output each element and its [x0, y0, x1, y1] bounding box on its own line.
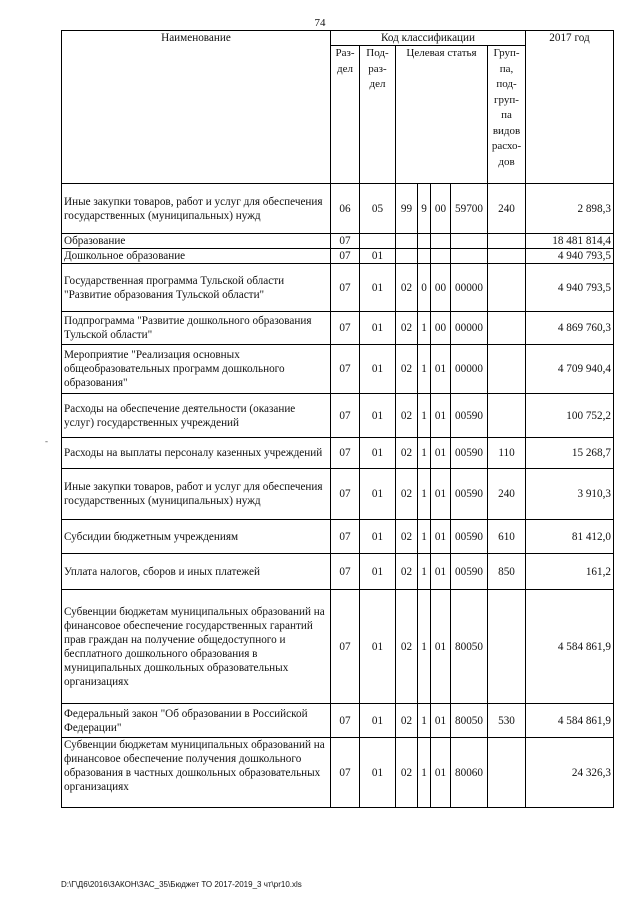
header-year: 2017 год [526, 31, 614, 184]
header-section: Раз-дел [331, 46, 360, 184]
row-target-program: 02 [396, 469, 418, 520]
table-row [62, 520, 614, 554]
row-name: Образование [62, 234, 331, 249]
row-target-program: 02 [396, 438, 418, 469]
row-target-event: 01 [431, 738, 451, 808]
table-row [62, 704, 614, 738]
row-target-direction: 00000 [451, 345, 488, 394]
row-target-subprogram [418, 234, 431, 249]
row-target-event: 01 [431, 590, 451, 704]
row-target-subprogram: 1 [418, 394, 431, 438]
row-amount: 15 268,7 [526, 438, 614, 469]
row-subsection: 01 [360, 438, 396, 469]
row-target-direction: 00000 [451, 264, 488, 312]
row-target-direction: 00590 [451, 554, 488, 590]
row-target-event: 00 [431, 184, 451, 234]
row-target-subprogram: 0 [418, 264, 431, 312]
row-amount: 4 709 940,4 [526, 345, 614, 394]
row-name: Федеральный закон "Об образовании в Российской Федерации" [62, 704, 331, 738]
row-subsection: 01 [360, 394, 396, 438]
row-amount: 2 898,3 [526, 184, 614, 234]
table-row [62, 394, 614, 438]
row-expense-type: 530 [488, 704, 526, 738]
row-target-subprogram [418, 249, 431, 264]
row-amount: 100 752,2 [526, 394, 614, 438]
table-row [62, 234, 614, 249]
row-amount: 4 940 793,5 [526, 264, 614, 312]
row-amount: 24 326,3 [526, 738, 614, 808]
row-subsection: 01 [360, 264, 396, 312]
row-name: Уплата налогов, сборов и иных платежей [62, 554, 331, 590]
row-name: Субсидии бюджетным учреждениям [62, 520, 331, 554]
row-target-event: 00 [431, 312, 451, 345]
row-expense-type: 610 [488, 520, 526, 554]
row-subsection: 01 [360, 554, 396, 590]
row-target-program [396, 249, 418, 264]
row-target-event: 01 [431, 438, 451, 469]
row-expense-type: 240 [488, 184, 526, 234]
row-target-event: 01 [431, 469, 451, 520]
row-section: 07 [331, 554, 360, 590]
row-expense-type [488, 590, 526, 704]
row-subsection: 01 [360, 469, 396, 520]
row-amount: 81 412,0 [526, 520, 614, 554]
header-row-top [62, 31, 614, 46]
row-subsection [360, 234, 396, 249]
row-amount: 4 940 793,5 [526, 249, 614, 264]
row-subsection: 01 [360, 520, 396, 554]
row-target-subprogram: 9 [418, 184, 431, 234]
row-amount: 3 910,3 [526, 469, 614, 520]
row-target-program: 02 [396, 738, 418, 808]
row-target-subprogram: 1 [418, 554, 431, 590]
row-name: Государственная программа Тульской области "Развитие образования Тульской области" [62, 264, 331, 312]
row-target-program: 02 [396, 590, 418, 704]
row-section: 07 [331, 520, 360, 554]
row-target-program: 02 [396, 704, 418, 738]
row-target-subprogram: 1 [418, 312, 431, 345]
row-target-subprogram: 1 [418, 469, 431, 520]
page-number: 74 [314, 17, 326, 29]
row-section: 07 [331, 394, 360, 438]
row-section: 07 [331, 312, 360, 345]
header-name: Наименование [62, 31, 331, 184]
row-name: Дошкольное образование [62, 249, 331, 264]
row-target-event: 01 [431, 554, 451, 590]
row-target-event: 01 [431, 704, 451, 738]
row-target-direction: 80060 [451, 738, 488, 808]
row-expense-type: 110 [488, 438, 526, 469]
file-path-footer: D:\Г\Д6\2016\ЗАКОН\ЗАС_35\Бюджет ТО 2017-2019_3 чт\pr10.xls [61, 880, 302, 889]
row-section: 07 [331, 249, 360, 264]
row-target-subprogram: 1 [418, 590, 431, 704]
row-expense-type [488, 345, 526, 394]
row-target-program: 02 [396, 554, 418, 590]
table-row [62, 264, 614, 312]
row-name: Иные закупки товаров, работ и услуг для обеспечения государственных (муниципальных) нужд [62, 184, 331, 234]
row-target-subprogram: 1 [418, 704, 431, 738]
row-target-direction [451, 234, 488, 249]
table-row [62, 438, 614, 469]
row-section: 07 [331, 345, 360, 394]
row-amount: 4 584 861,9 [526, 590, 614, 704]
header-group: Груп-па, под-груп-па видов расхо-дов [488, 46, 526, 184]
row-section: 07 [331, 438, 360, 469]
row-subsection: 01 [360, 345, 396, 394]
row-expense-type [488, 234, 526, 249]
row-section: 07 [331, 704, 360, 738]
row-subsection: 01 [360, 249, 396, 264]
row-target-event: 01 [431, 345, 451, 394]
row-target-direction [451, 249, 488, 264]
row-target-direction: 00000 [451, 312, 488, 345]
row-target-event [431, 234, 451, 249]
row-target-subprogram: 1 [418, 520, 431, 554]
row-amount: 161,2 [526, 554, 614, 590]
row-target-program: 02 [396, 520, 418, 554]
row-target-event [431, 249, 451, 264]
row-subsection: 01 [360, 590, 396, 704]
row-subsection: 01 [360, 312, 396, 345]
row-subsection: 01 [360, 704, 396, 738]
row-amount: 4 584 861,9 [526, 704, 614, 738]
table-row [62, 554, 614, 590]
row-name: Подпрограмма "Развитие дошкольного образования Тульской области" [62, 312, 331, 345]
table-row [62, 590, 614, 704]
row-target-direction: 80050 [451, 704, 488, 738]
row-target-direction: 00590 [451, 394, 488, 438]
row-target-direction: 59700 [451, 184, 488, 234]
row-name: Субвенции бюджетам муниципальных образований на финансовое обеспечение государственных гарантий прав граждан на получение общедоступного и бесплатного дошкольного образования в муниципальных дошкольных образовательных организациях [62, 590, 331, 704]
row-expense-type [488, 249, 526, 264]
row-section: 07 [331, 234, 360, 249]
row-target-event: 00 [431, 264, 451, 312]
row-amount: 4 869 760,3 [526, 312, 614, 345]
table-row [62, 469, 614, 520]
row-target-event: 01 [431, 394, 451, 438]
row-subsection: 05 [360, 184, 396, 234]
row-target-direction: 80050 [451, 590, 488, 704]
row-target-program: 02 [396, 264, 418, 312]
row-target-event: 01 [431, 520, 451, 554]
row-amount: 18 481 814,4 [526, 234, 614, 249]
table-row [62, 312, 614, 345]
row-section: 07 [331, 590, 360, 704]
row-target-direction: 00590 [451, 438, 488, 469]
row-target-subprogram: 1 [418, 738, 431, 808]
table-row [62, 738, 614, 808]
row-section: 06 [331, 184, 360, 234]
row-name: Мероприятие "Реализация основных общеобразовательных программ дошкольного образования" [62, 345, 331, 394]
row-subsection: 01 [360, 738, 396, 808]
row-section: 07 [331, 469, 360, 520]
row-name: Расходы на обеспечение деятельности (оказание услуг) государственных учреждений [62, 394, 331, 438]
row-target-direction: 00590 [451, 469, 488, 520]
row-name: Иные закупки товаров, работ и услуг для обеспечения государственных (муниципальных) нужд [62, 469, 331, 520]
table-row [62, 249, 614, 264]
row-target-direction: 00590 [451, 520, 488, 554]
row-expense-type: 850 [488, 554, 526, 590]
row-target-program: 02 [396, 312, 418, 345]
row-section: 07 [331, 738, 360, 808]
row-expense-type [488, 312, 526, 345]
row-expense-type [488, 738, 526, 808]
row-target-subprogram: 1 [418, 438, 431, 469]
row-target-program: 02 [396, 345, 418, 394]
margin-mark: - [45, 436, 48, 446]
row-target-program [396, 234, 418, 249]
row-section: 07 [331, 264, 360, 312]
row-name: Расходы на выплаты персоналу казенных учреждений [62, 438, 331, 469]
header-subsection: Под-раз-дел [360, 46, 396, 184]
table-row [62, 184, 614, 234]
header-code: Код классификации [331, 31, 526, 46]
row-expense-type [488, 394, 526, 438]
row-target-program: 99 [396, 184, 418, 234]
header-target: Целевая статья [396, 46, 488, 184]
table-row [62, 345, 614, 394]
row-target-program: 02 [396, 394, 418, 438]
row-name: Субвенции бюджетам муниципальных образований на финансовое обеспечение получения дошкольного образования в частных дошкольных образовательных организациях [62, 738, 331, 808]
row-expense-type: 240 [488, 469, 526, 520]
budget-table [61, 30, 614, 808]
row-expense-type [488, 264, 526, 312]
row-target-subprogram: 1 [418, 345, 431, 394]
